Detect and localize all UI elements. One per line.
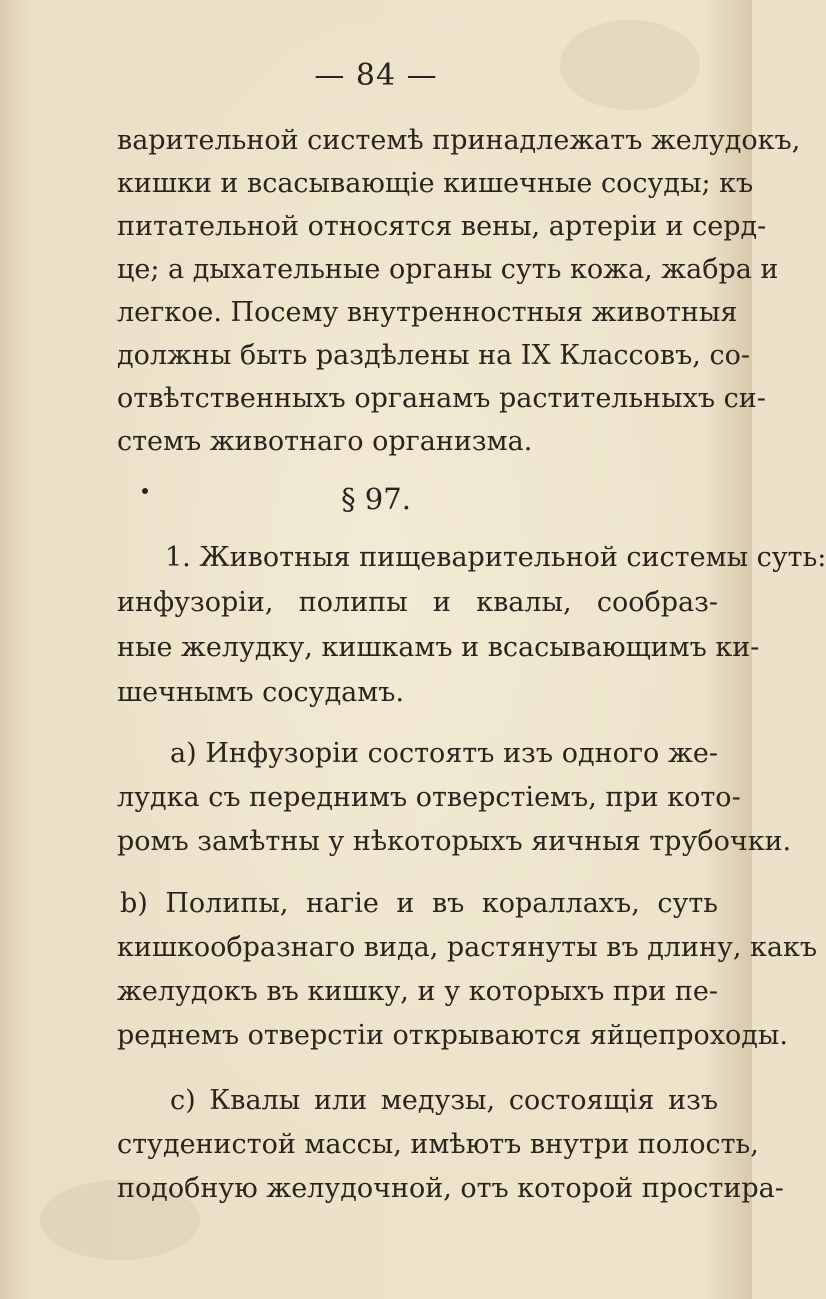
text-line: лудка съ переднимъ отверстіемъ, при кото- (117, 782, 741, 813)
text-line: желудокъ въ кишку, и у которыхъ при пе- (117, 976, 718, 1007)
text-line: подобную желудочной, отъ которой простира- (117, 1173, 784, 1204)
text-line: должны быть раздѣлены на IX Классовъ, со- (117, 340, 750, 371)
text-line: кишкообразнаго вида, растянуты въ длину, какъ (117, 932, 818, 963)
text-line: отвѣтственныхъ органамъ растительныхъ си- (117, 383, 766, 414)
text-line: a) Инфузоріи состоятъ изъ одного же- (170, 738, 718, 769)
text-line: 1. Животныя пищеварительной системы суть: (165, 542, 826, 573)
text-line: це; а дыхательные органы суть кожа, жабра и (117, 254, 779, 285)
text-line: кишки и всасывающіе кишечные сосуды; къ (117, 168, 754, 199)
text-line: реднемъ отверстіи открываются яйцепроходы. (117, 1020, 788, 1051)
text-line: стемъ животнаго организма. (117, 426, 533, 457)
text-line: b) Полипы, нагіе и въ кораллахъ, суть (120, 888, 718, 919)
text-line: c) Квалы или медузы, состоящія изъ (170, 1085, 718, 1116)
page-number: — 84 — (314, 58, 438, 93)
text-line: легкое. Посему внутренностныя животныя (117, 297, 738, 328)
text-line: инфузоріи, полипы и квалы, сообраз- (117, 587, 718, 618)
text-line: шечнымъ сосудамъ. (117, 677, 405, 708)
text-line: ромъ замѣтны у нѣкоторыхъ яичныя трубочки. (117, 826, 792, 857)
text-line: варительной системѣ принадлежатъ желудокъ, (117, 125, 801, 156)
text-line: питательной относятся вены, артеріи и серд- (117, 211, 767, 242)
section-heading: § 97. (341, 482, 411, 516)
text-line: ные желудку, кишкамъ и всасывающимъ ки- (117, 632, 760, 663)
text-line: студенистой массы, имѣютъ внутри полость, (117, 1129, 759, 1160)
